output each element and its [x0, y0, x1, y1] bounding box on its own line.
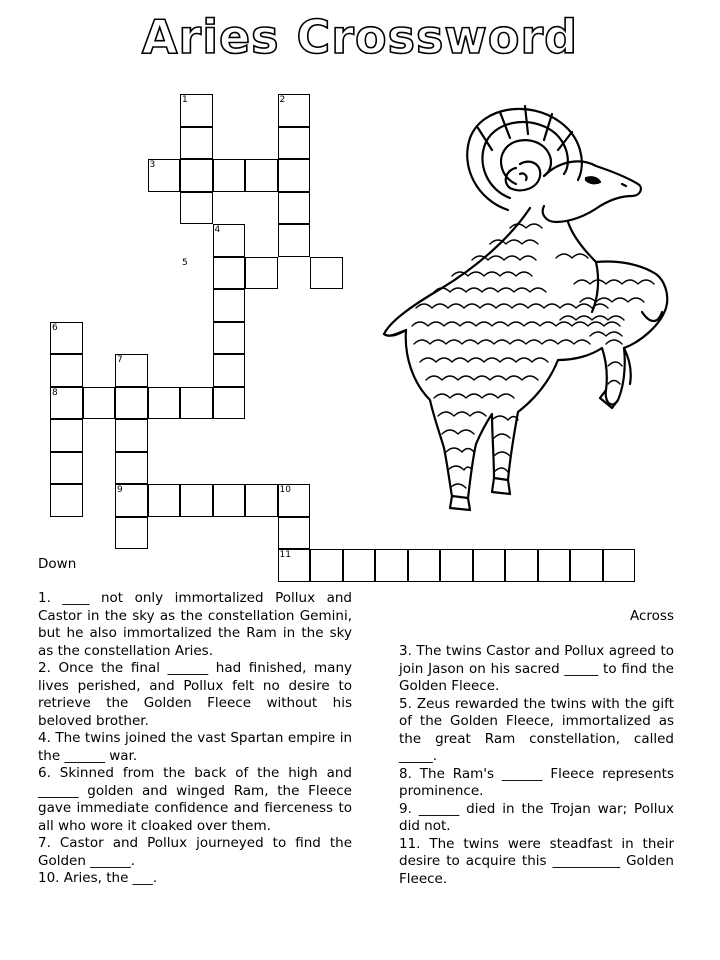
grid-cell[interactable]	[50, 419, 83, 452]
grid-cell[interactable]	[213, 257, 246, 290]
clue-number: 8	[52, 387, 58, 398]
down-clue-10: 10. Aries, the ___.	[38, 870, 158, 886]
grid-cell[interactable]	[245, 257, 278, 290]
ram-illustration	[360, 98, 690, 518]
grid-cell[interactable]	[213, 387, 246, 420]
grid-cell[interactable]	[570, 549, 603, 582]
grid-cell[interactable]	[50, 452, 83, 485]
grid-cell[interactable]	[505, 549, 538, 582]
grid-cell[interactable]	[310, 549, 343, 582]
down-heading: Down	[38, 556, 77, 572]
grid-cell[interactable]	[375, 549, 408, 582]
grid-cell[interactable]	[278, 224, 311, 257]
grid-cell[interactable]	[115, 387, 148, 420]
grid-cell[interactable]	[278, 192, 311, 225]
clue-number: 2	[279, 95, 286, 105]
grid-cell[interactable]	[343, 549, 376, 582]
across-clue-9: 9. ______ died in the Trojan war; Pollux did not.	[399, 800, 674, 834]
grid-cell[interactable]	[148, 387, 181, 420]
grid-cell[interactable]	[245, 159, 278, 192]
grid-cell[interactable]	[148, 484, 181, 517]
grid-cell[interactable]	[245, 484, 278, 517]
grid-cell[interactable]	[115, 419, 148, 452]
grid-cell[interactable]	[213, 484, 246, 517]
grid-cell[interactable]	[473, 549, 506, 582]
down-clue-6: 6. Skinned from the back of the high and ______ golden and winged Ram, the Fleece gave immediate confidence and fierceness to all who wore it cloaked over them.	[38, 765, 352, 834]
grid-cell[interactable]	[310, 257, 343, 290]
across-clues-list	[399, 643, 674, 888]
grid-cell[interactable]	[180, 159, 213, 192]
grid-cell[interactable]	[180, 387, 213, 420]
grid-cell[interactable]	[440, 549, 473, 582]
grid-cell[interactable]	[83, 387, 116, 420]
down-clues-list	[38, 590, 352, 888]
across-clue-8: 8. The Ram's ______ Fleece represents prominence.	[399, 765, 674, 799]
clue-number: 3	[149, 160, 156, 170]
grid-cell[interactable]	[180, 192, 213, 225]
grid-cell[interactable]	[50, 354, 83, 387]
clue-number: 7	[117, 355, 123, 365]
grid-cell[interactable]	[50, 484, 83, 517]
grid-cell[interactable]	[278, 517, 311, 550]
grid-cell[interactable]	[408, 549, 441, 582]
across-clue-3: 3. The twins Castor and Pollux agreed to join Jason on his sacred _____ to find the Golden Fleece.	[399, 643, 674, 694]
grid-cell[interactable]	[278, 159, 311, 192]
across-heading: Across	[629, 608, 674, 624]
down-clue-4: 4. The twins joined the vast Spartan empire in the ______ war.	[38, 730, 352, 764]
across-clue-11: 11. The twins were steadfast in their desire to acquire this __________ Golden Fleece.	[399, 835, 674, 887]
grid-cell[interactable]	[213, 322, 246, 355]
grid-cell[interactable]	[278, 127, 311, 160]
down-clue-1: 1. ____ not only immortalized Pollux and Castor in the sky as the constellation Gemini, but he also immortalized the Ram in the sky as the constellation Aries.	[38, 590, 352, 659]
grid-cell[interactable]	[180, 127, 213, 160]
down-clue-2: 2. Once the final ______ had finished, many lives perished, and Pollux felt no desire to retrieve the Golden Fleece without his beloved brother.	[38, 660, 352, 729]
across-clue-5: 5. Zeus rewarded the twins with the gift of the Golden Fleece, immortalized as the great Ram constellation, called _____.	[399, 695, 674, 764]
clue-number: 1	[182, 95, 188, 105]
clue-number: 5	[182, 257, 188, 268]
page-title: Aries Crossword	[141, 10, 579, 64]
grid-cell[interactable]	[213, 354, 246, 387]
grid-cell[interactable]	[603, 549, 636, 582]
grid-cell[interactable]	[213, 289, 246, 322]
clue-number: 9	[117, 485, 123, 495]
clue-number: 6	[52, 322, 58, 333]
clue-number: 4	[214, 225, 221, 235]
down-clue-7: 7. Castor and Pollux journeyed to find the Golden ______.	[38, 835, 352, 869]
clue-number: 10	[279, 485, 291, 495]
clue-number: 11	[279, 550, 291, 560]
grid-cell[interactable]	[180, 484, 213, 517]
grid-cell[interactable]	[115, 452, 148, 485]
grid-cell[interactable]	[213, 159, 246, 192]
grid-cell[interactable]	[115, 517, 148, 550]
grid-cell[interactable]	[538, 549, 571, 582]
